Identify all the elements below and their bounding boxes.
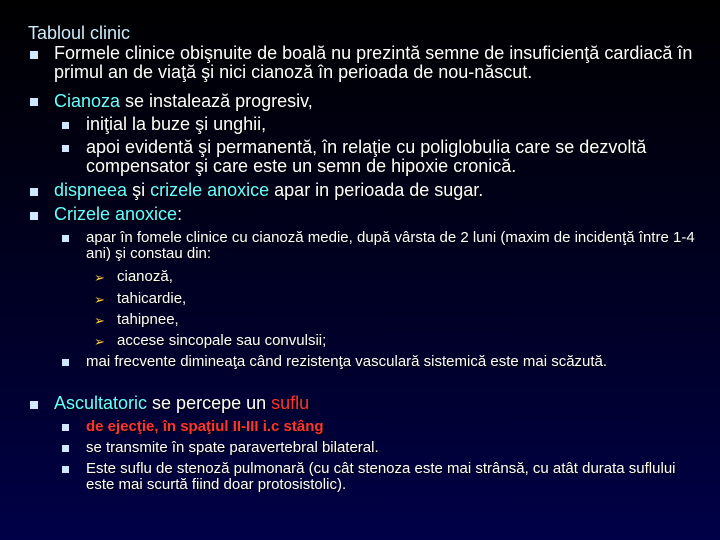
item-4a-sub-3: tahipnee, [117, 311, 179, 328]
item-4a-sub-1: cianoză, [117, 268, 173, 285]
arrow-bullet-icon: ➢ [94, 292, 105, 307]
term-crizele-anoxice-heading: Crizele anoxice [54, 204, 178, 224]
item-4-colon: : [177, 204, 183, 224]
item-3-text [54, 181, 704, 200]
term-crizele-anoxice: crizele anoxice [150, 180, 270, 200]
item-4a-text: apar în fomele clinice cu cianoză medie, după vârsta de 2 luni (maxim de incidenţă între 1-4 ani) şi constau din: [86, 229, 695, 262]
item-4-text [54, 205, 704, 224]
term-cianoza: Cianoza [54, 91, 121, 111]
item-3-rest: apar in perioada de sugar. [269, 180, 484, 200]
item-5-text [54, 394, 704, 413]
term-suflu: suflu [271, 393, 310, 413]
item-4b-text: mai frecvente dimineaţa când rezistenţa vasculară sistemică este mai scăzută. [86, 353, 608, 370]
item-2b-text: apoi evidentă şi permanentă, în relaţie cu poliglobulia care se dezvoltă compensator şi care este un semn de hipoxie cronică. [86, 137, 647, 176]
bullet-square-icon [62, 424, 69, 431]
item-5b-text: se transmite în spate paravertebral bilateral. [86, 439, 379, 456]
item-2-rest: se instalează progresiv, [120, 91, 313, 111]
bullet-square-icon [62, 466, 69, 473]
item-3-mid: şi [127, 180, 151, 200]
bullet-square-icon [62, 445, 69, 452]
item-5a-text: de ejecţie, în spaţiul II-III i.c stâng [86, 418, 324, 435]
bullet-square-icon [30, 188, 38, 196]
bullet-square-icon [62, 122, 69, 129]
bullet-square-icon [62, 145, 69, 152]
bullet-square-icon [62, 235, 69, 242]
item-1-text: Formele clinice obişnuite de boală nu prezintă semne de insuficienţă cardiacă în primul an de viaţă şi nici cianoză în perioada de nou-născut. [54, 43, 693, 82]
bullet-square-icon [62, 359, 69, 366]
term-ascultatoric: Ascultatoric [54, 393, 148, 413]
bullet-square-icon [30, 212, 38, 220]
bullet-square-icon [30, 51, 38, 59]
term-dispneea: dispneea [54, 180, 128, 200]
item-5c-text: Este suflu de stenoză pulmonară (cu cât stenoza este mai strânsă, cu atât durata suflului este mai scurtă fiind doar protosistolic). [86, 460, 676, 493]
arrow-bullet-icon: ➢ [94, 270, 105, 285]
item-4a-sub-2: tahicardie, [117, 290, 187, 307]
bullet-square-icon [30, 401, 38, 409]
arrow-bullet-icon: ➢ [94, 334, 105, 349]
bullet-square-icon [30, 98, 38, 106]
item-2-text [54, 92, 704, 111]
item-4a-sub-4: accese sincopale sau convulsii; [117, 332, 327, 349]
item-2a-text: iniţial la buze şi unghii, [86, 114, 267, 134]
arrow-bullet-icon: ➢ [94, 313, 105, 328]
slide-title: Tabloul clinic [28, 23, 131, 43]
item-5-mid: se percepe un [147, 393, 272, 413]
